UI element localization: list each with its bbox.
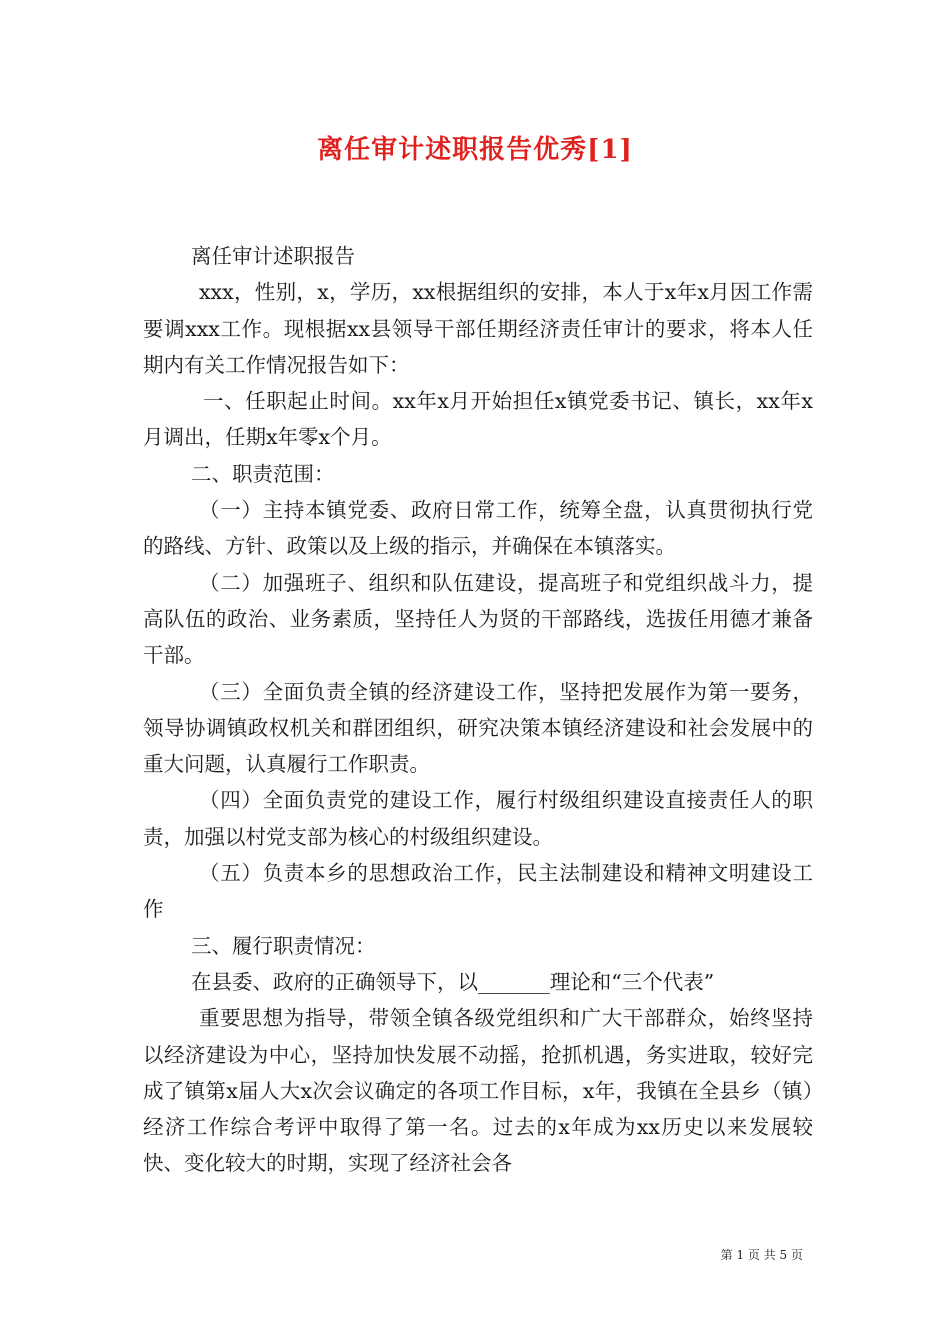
duty-item-5: （五）负责本乡的思想政治工作，民主法制建设和精神文明建设工作	[143, 861, 813, 922]
section-performance-heading: 三、履行职责情况：	[191, 933, 376, 958]
document-title: 离任审计述职报告优秀[1]	[317, 135, 633, 165]
section-duties-heading: 二、职责范围：	[191, 461, 335, 486]
document-body	[143, 238, 813, 1182]
performance-paragraph: 重要思想为指导，带领全镇各级党组织和广大干部群众，始终坚持以经济建设为中心，坚持加快发展不动摇，抢抓机遇，务实进取，较好完成了镇第x届人大x次会议确定的各项工作目标，x年，我镇在全县乡（镇）经济工作综合考评中取得了第一名。过去的x年成为xx历史以来发展较快、变化较大的时期，实现了经济社会各	[143, 1006, 813, 1176]
duty-item-2: （二）加强班子、组织和队伍建设，提高班子和党组织战斗力，提高队伍的政治、业务素质，坚持任人为贤的干部路线，选拔任用德才兼备干部。	[143, 570, 813, 668]
intro-paragraph: xxx，性别，x，学历，xx根据组织的安排，本人于x年x月因工作需要调xxx工作。现根据xx县领导干部任期经济责任审计的要求，将本人任期内有关工作情况报告如下：	[143, 280, 813, 377]
page-number: 第 1 页 共 5 页	[720, 1248, 803, 1262]
performance-paragraph-lead: 在县委、政府的正确领导下，以_______理论和“三个代表”	[191, 969, 715, 994]
duty-item-4: （四）全面负责党的建设工作，履行村级组织建设直接责任人的职责，加强以村党支部为核心的村级组织建设。	[143, 788, 813, 849]
duty-item-1: （一）主持本镇党委、政府日常工作，统筹全盘，认真贯彻执行党的路线、方针、政策以及上级的指示，并确保在本镇落实。	[143, 498, 813, 559]
duty-item-3: （三）全面负责全镇的经济建设工作，坚持把发展作为第一要务，领导协调镇政权机关和群团组织，研究决策本镇经济建设和社会发展中的重大问题，认真履行工作职责。	[143, 679, 813, 777]
report-heading: 离任审计述职报告	[191, 244, 355, 268]
tenure-paragraph: 一、任职起止时间。xx年x月开始担任x镇党委书记、镇长，xx年x月调出，任期x年零x个月。	[143, 389, 813, 450]
